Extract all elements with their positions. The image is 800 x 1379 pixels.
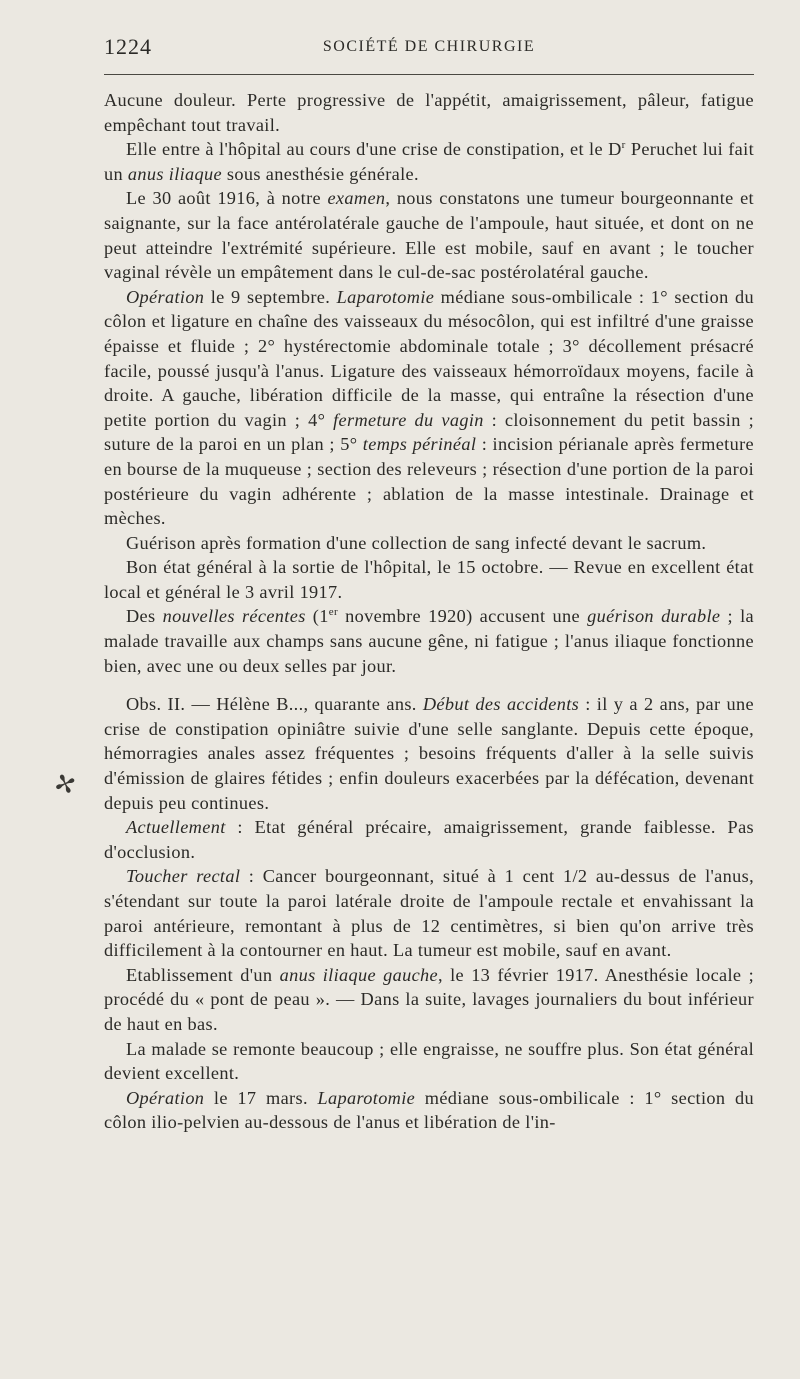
text-run: Guérison après formation d'une collection de sang infecté devant le sacrum. [126,532,707,553]
text-run: novembre 1920) accusent une [337,606,588,627]
paragraph [104,137,754,186]
italic-text: anus iliaque gauche [279,964,439,985]
italic-text: Laparotomie [317,1087,416,1108]
paragraph [104,285,754,531]
italic-text: guérison durable [587,606,721,627]
text-run: : Etat général précaire, amaigrissement, grande faiblesse. Pas d'occlusion. [104,817,754,862]
text-run: médiane sous-ombilicale : 1° section du côlon et ligature en chaîne des vaisseaux du mésocôlon, qui est infiltré d'une graisse épaisse et fluide ; 2° hystérectomie abdominale totale ; 3° décollement présacré facile, poussé jusqu'à l'anus. Ligature des vaisseaux hémorroïdaux moyens, facile à droite. A gauche, libération difficile de la masse, qui entraîne la résection d'une petite portion du vagin ; 4° [104,286,754,430]
text-run: le 9 septembre. [204,286,337,307]
text-run: sous anesthésie générale. [222,163,419,184]
paragraph [104,604,754,678]
paragraph [104,864,754,962]
paragraph [104,186,754,284]
italic-text: Opération [126,1087,205,1108]
running-title: SOCIÉTÉ DE CHIRURGIE [322,38,536,55]
paragraph [104,531,754,556]
paragraph [104,555,754,604]
text-run: (1 [305,606,329,627]
text-run: La malade se remonte beaucoup ; elle engraisse, ne souffre plus. Son état général devient excellent. [104,1038,754,1084]
italic-text: nouvelles récentes [162,606,306,627]
text-run: Etablissement d'un [126,964,280,985]
text-run: ; la malade travaille aux champs sans aucune gêne, ni fatigue ; l'anus iliaque fonctionne bien, avec une ou deux selles par jour. [104,606,754,676]
paragraph [104,1037,754,1086]
paragraph [104,815,754,864]
text-run: Aucune douleur. Perte progressive de l'appétit, amaigrissement, pâleur, fatigue empêchant tout travail. [104,90,754,135]
italic-text: anus iliaque [127,163,222,184]
text-run: , le 13 février 1917. Anesthésie locale ; procédé du « pont de peau ». — Dans la suite, lavages journaliers du bout inférieur de haut en bas. [104,964,754,1034]
text-run: D [608,139,622,160]
italic-text: Début des accidents [422,694,580,715]
text-run: Obs. II. — Hélène B..., quarante ans. [126,694,423,715]
text-run: : il y a 2 ans, par une crise de constipation opiniâtre suivie d'une selle sanglante. Depuis cette époque, hémorragies anales assez fréquentes ; besoins fréquents d'aller à la selle suivis d'émission de glaires fétides ; enfin douleurs exacerbées par la défécation, devenant depuis peu continues. [104,694,755,813]
text-run: le 17 mars. [204,1087,318,1108]
text-run: : incision périanale après fermeture en bourse de la muqueuse ; section des releveurs ; résection d'une portion de la paroi postérieure du vagin adhérente ; ablation de la masse intestinale. Drainage et mèches. [104,434,754,529]
text-run: , nous constatons une tumeur bourgeonnante et saignante, sur la face antérolatérale gauche de l'ampoule, haut située, et dont on ne peut atteindre l'extrémité supérieure. Elle est mobile, sauf en avant ; le toucher vaginal révèle un empâtement dans le cul-de-sac postérolatéral gauche. [104,188,754,283]
text-run: : cloisonnement du petit bassin ; suture de la paroi en un plan ; 5° [104,409,755,455]
text-run: Le 30 août 1916, à notre [126,188,328,209]
margin-annotation-mark: ✢ [49,766,82,803]
italic-text: fermeture du vagin [333,409,484,430]
article-body [104,88,754,1135]
italic-text: temps périnéal [362,434,477,455]
paragraph-obs-ii [104,692,754,815]
text-run: Elle entre à l'hôpital au cours d'une crise de constipation, et le [126,139,609,160]
italic-text: Laparotomie [336,286,435,307]
page-header [104,30,754,62]
italic-text: Toucher rectal [126,866,241,887]
paragraph [104,88,754,137]
paragraph [104,1086,754,1135]
page-number: 1224 [104,34,152,59]
italic-text: Opération [126,286,205,307]
paragraph [104,963,754,1037]
superscript-text: r [621,139,626,152]
text-run: Bon état général à la sortie de l'hôpital, le 15 octobre. — Revue en excellent état local et général le 3 avril 1917. [104,557,754,602]
header-rule [104,74,754,75]
text-run: Peruchet lui fait un [104,139,754,184]
italic-text: examen [327,188,386,209]
text-run: Des [126,606,163,627]
italic-text: Actuellement [126,817,226,838]
superscript-text: er [328,606,338,619]
text-run: médiane sous-ombilicale : 1° section du côlon ilio-pelvien au-dessous de l'anus et libération de l'in- [104,1087,754,1133]
text-run: : Cancer bourgeonnant, situé à 1 cent 1/2 au-dessus de l'anus, s'étendant sur toute la paroi latérale droite de l'ampoule rectale et envahissant la paroi antérieure, remontant à plus de 12 centimètres, si bien qu'on arrive très difficilement à la contourner en haut. La tumeur est mobile, sauf en avant. [104,866,755,961]
